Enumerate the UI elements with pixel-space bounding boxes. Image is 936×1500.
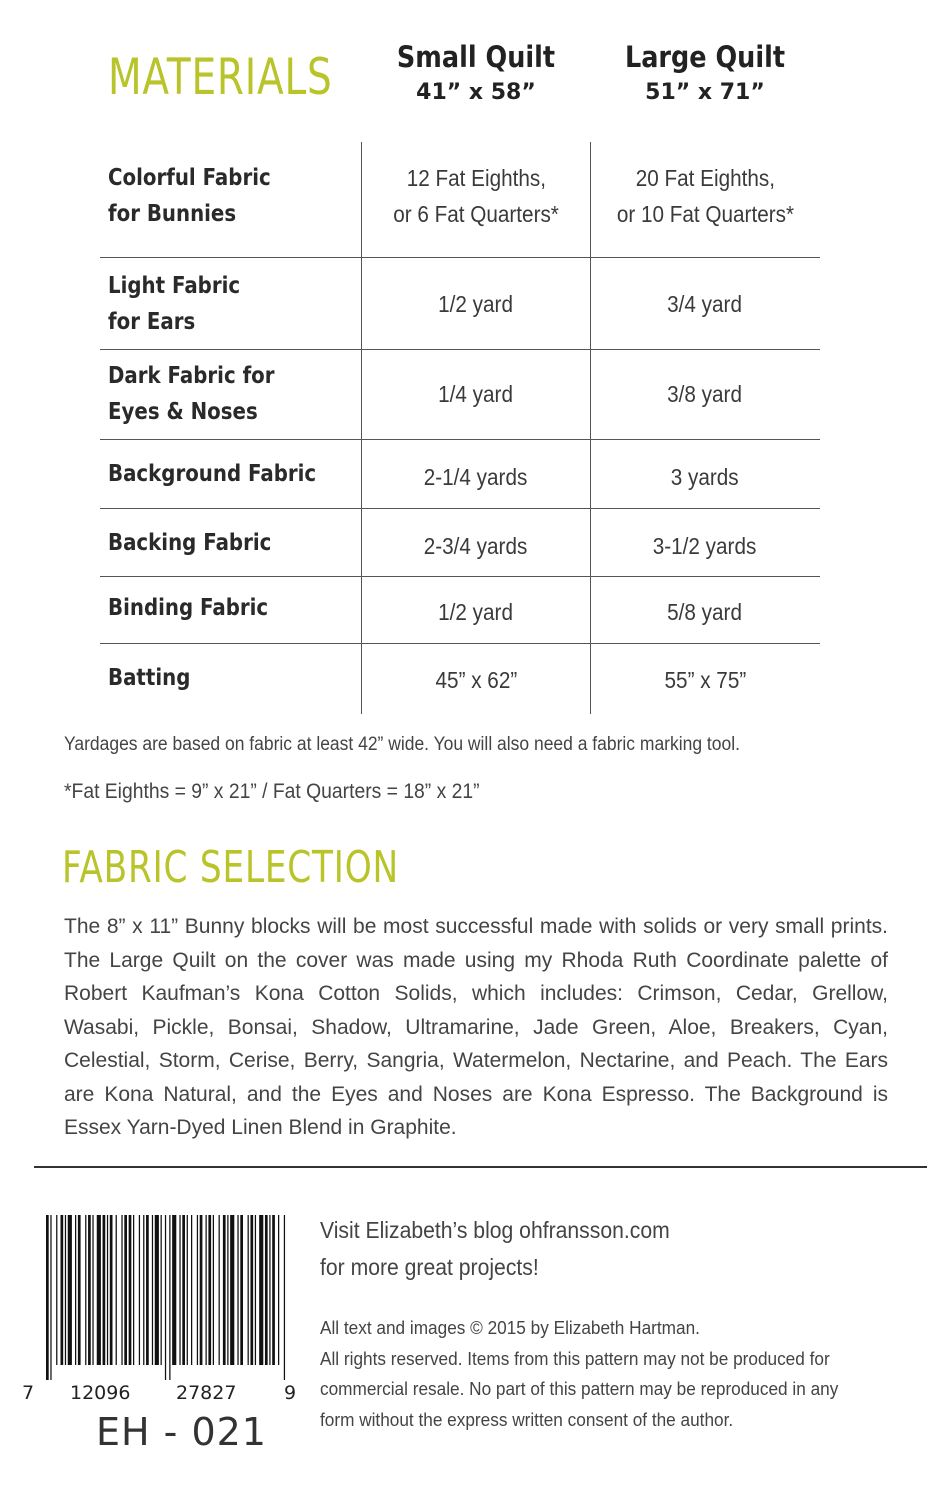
materials-title: MATERIALS [108,48,333,106]
copyright-line: All text and images © 2015 by Elizabeth Hartman. [320,1317,700,1338]
blog-promo [320,1212,700,1286]
barcode-bar [169,1215,170,1380]
table-row-label: Light Fabric for Ears [108,273,241,335]
barcode-digit-group: 12096 [70,1382,131,1404]
barcode-bar [146,1215,149,1365]
table-divider-horizontal [100,576,820,577]
table-cell-large: 3/4 yard [667,291,743,317]
barcode-bar [182,1215,185,1365]
table-row-label: Colorful Fabric for Bunnies [108,165,271,227]
barcode-bar [265,1215,268,1365]
table-cell-small: 1/4 yard [438,381,514,407]
barcode-digit-group: 7 [22,1382,35,1404]
small-quilt-name: Small Quilt [396,40,556,74]
barcode-bar [237,1215,238,1365]
barcode-bar [172,1215,176,1365]
table-cell-large: 20 Fat Eighths, or 10 Fat Quarters* [616,165,794,227]
barcode-bar [227,1215,228,1365]
table-cell-large: 3/8 yard [667,381,743,407]
barcode-bar [179,1215,180,1365]
table-divider-horizontal [100,508,820,509]
barcode-bar [68,1215,72,1365]
blog-line: for more great projects! [320,1254,539,1280]
barcode-bar [255,1215,256,1365]
blog-line: Visit Elizabeth’s blog ohfransson.com [320,1217,670,1243]
barcode-bar [46,1215,49,1380]
yardage-note: Yardages are based on fabric at least 42” wide. You will also need a fabric marking tool. [64,734,740,755]
barcode-bar [223,1215,226,1365]
table-row-label: Backing Fabric [108,530,272,556]
barcode-bar [110,1215,113,1365]
barcode-bar [56,1215,57,1365]
barcode-bar [121,1215,122,1365]
barcode-bar [206,1215,207,1365]
barcode-image [46,1215,286,1380]
table-cell-large: 5/8 yard [667,599,743,625]
barcode-bar [78,1215,81,1365]
table-divider-horizontal [100,643,820,644]
fabric-selection-body: The 8” x 11” Bunny blocks will be most successful made with solids or very small prints. The Large Quilt on the cover was made using my Rhoda Ruth Coordinate palette of Robert Kaufman’s Kona Cotton Solids, which includes: Crimson, Cedar, Grellow, Wasabi, Pickle, Bonsai, Shadow, Ultramarine, Jade Green, Aloe, Breakers, Cyan, Celestial, Storm, Cerise, Berry, Sangria, Watermelon, Nectarine, and Peach. The Ears are Kona Natural, and the Eyes and Noses are Kona Espresso. The Background is Essex Yarn-Dyed Linen Blend in Graphite. [64,915,888,1139]
table-divider-horizontal [100,439,820,440]
copyright-line: commercial resale. No part of this pattern may be reproduced in any [320,1378,839,1399]
table-cell-large: 3 yards [671,464,739,490]
barcode-bar [240,1215,243,1365]
barcode-bar [200,1215,203,1365]
barcode-bar [75,1215,76,1365]
barcode-bar [155,1215,159,1365]
barcode-digit-group: 27827 [176,1382,237,1404]
barcode-bar [250,1215,253,1365]
barcode-bar [259,1215,263,1365]
copyright-notice [320,1313,936,1435]
barcode-digit-group: 9 [284,1382,297,1404]
barcode-bar [213,1215,214,1365]
barcode-bar [284,1215,285,1380]
table-cell-large: 3-1/2 yards [653,533,757,559]
large-quilt-name: Large Quilt [624,40,786,74]
table-divider-horizontal [100,257,820,258]
barcode-bar [230,1215,234,1365]
table-cell-small: 2-3/4 yards [424,533,528,559]
table-cell-large: 55” x 75” [664,667,746,693]
copyright-line: All rights reserved. Items from this pattern may not be produced for [320,1347,830,1369]
barcode-bar [129,1215,132,1365]
copyright-line: form without the express written consent of the author. [320,1408,734,1430]
barcode-bar [197,1215,198,1365]
table-cell-small: 1/2 yard [438,599,514,625]
barcode-bar [92,1215,93,1365]
small-quilt-dimensions: 41” x 58” [416,80,536,105]
barcode-bar [88,1215,91,1365]
large-quilt-dimensions: 51” x 71” [645,80,765,105]
barcode-bar [272,1215,275,1365]
table-row-label: Batting [108,665,191,691]
barcode-bar [248,1215,249,1365]
footer-divider [34,1166,927,1168]
barcode-bar [65,1215,66,1365]
fat-quarter-note: *Fat Eighths = 9” x 21” / Fat Quarters = 18” x 21” [64,780,480,803]
table-cell-small: 1/2 yard [438,291,514,317]
barcode-bar [208,1215,211,1365]
barcode-bar [116,1215,117,1365]
barcode-bar [191,1215,192,1365]
barcode-bar [187,1215,188,1365]
barcode-bar [143,1215,144,1365]
barcode-bar [61,1215,64,1365]
table-divider-horizontal [100,349,820,350]
large-quilt-header [590,40,820,105]
barcode-bar [103,1215,106,1365]
barcode-bar [165,1215,166,1380]
barcode-bar [133,1215,134,1365]
table-cell-small: 12 Fat Eighths, or 6 Fat Quarters* [393,165,559,227]
table-row-label: Binding Fabric [108,595,269,621]
table-cell-small: 2-1/4 yards [424,464,528,490]
barcode-bar [139,1215,140,1365]
table-row-label: Background Fabric [108,461,317,487]
product-code: EH - 021 [96,1410,267,1454]
small-quilt-header [362,40,590,105]
fabric-selection-title: FABRIC SELECTION [62,842,399,893]
table-row-label: Dark Fabric for Eyes & Noses [108,363,275,425]
barcode-bar [152,1215,153,1365]
barcode-bar [269,1215,270,1365]
barcode-bar [219,1215,220,1365]
barcode-bar [107,1215,108,1365]
barcode-bar [278,1215,279,1365]
barcode-bar [124,1215,127,1365]
barcode-bar [85,1215,86,1365]
barcode-bar [50,1215,51,1380]
barcode-bar [97,1215,101,1365]
table-cell-small: 45” x 62” [435,667,517,693]
barcode-bar [161,1215,162,1365]
